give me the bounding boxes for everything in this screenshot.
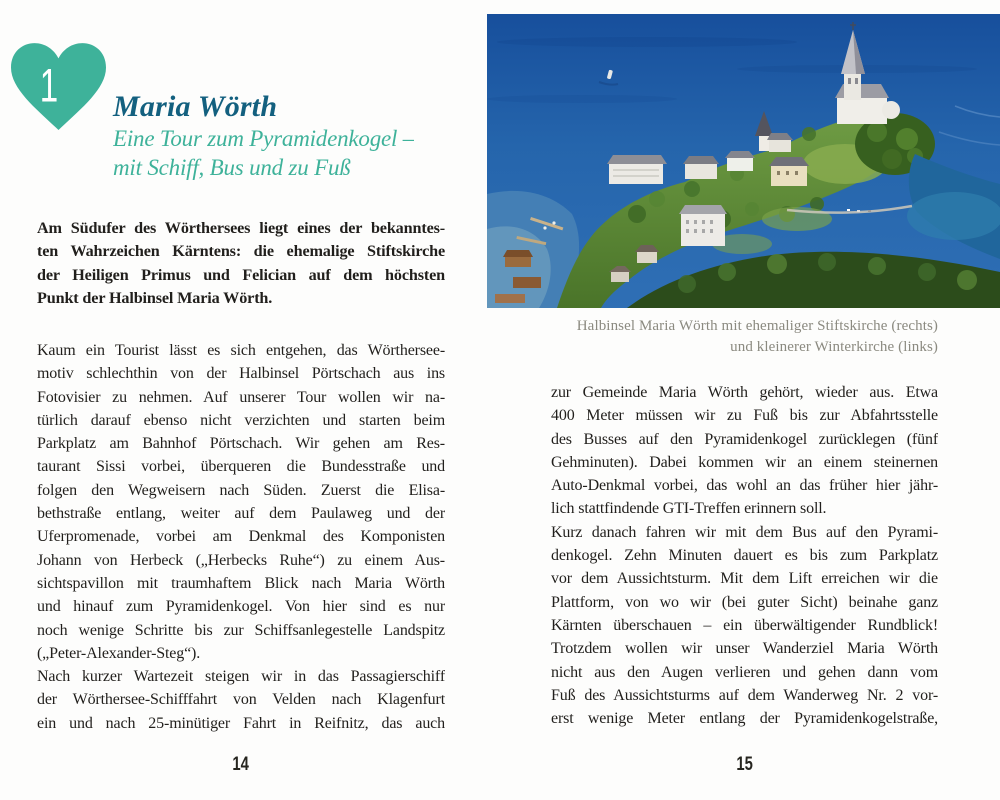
text-line: Kaum ein Tourist lässt es sich entgehen, das Wörthersee- (37, 342, 445, 359)
text-line: Am Südufer des Wörthersees liegt eines der bekanntes- (37, 219, 445, 237)
text-line: türlich darauf ebenso nicht verzichten und starten beim (37, 411, 445, 429)
text-line: folgen den Wegweisern nach Süden. Zuerst die Elisa- (37, 481, 445, 499)
page-number-text: 14 (232, 754, 250, 775)
text-line: Uferpromenade, vorbei am Denkmal des Komponisten (37, 528, 445, 546)
text-line: ein und nach 25-minütiger Fahrt in Reifnitz, das auch (37, 714, 445, 732)
text-line: Halbinsel Maria Wörth mit ehemaliger Stiftskirche (rechts) (576, 318, 938, 334)
text-line: Auto-Denkmal vorbei, das wohl an das früher hier jähr- (551, 477, 938, 495)
text-line: Eine Tour zum Pyramidenkogel – (113, 126, 415, 151)
text-line: Fuß des Aussichtsturms auf dem Wanderweg Nr. 2 vor- (551, 686, 938, 704)
text-line: nicht aus den Augen verlieren und gehen dann vom (551, 663, 938, 681)
text-line: zur Gemeinde Maria Wörth gehört, wieder aus. Etwa (551, 384, 938, 401)
text-line: denkogel. Zehn Minuten dauert es bis zum Parkplatz (551, 547, 938, 565)
text-line: der Heiligen Primus und Felician auf dem höchsten (37, 265, 445, 284)
photo-caption (551, 316, 938, 357)
chapter-subtitle (113, 124, 414, 182)
text-line: und kleinerer Winterkirche (links) (730, 338, 938, 355)
text-line: bethstraße entlang, weiter auf dem Paulaweg und der (37, 505, 445, 523)
text-line: Plattform, von wo wir (bei guter Sicht) beinahe ganz (551, 593, 938, 611)
text-line: Punkt der Halbinsel Maria Wörth. (37, 288, 273, 307)
text-line: Parkplatz am Bahnhof Pörtschach. Wir gehen am Res- (37, 435, 445, 453)
text-line: noch wenige Schritte bis zur Schiffsanlegestelle Landspitz (37, 621, 445, 639)
chapter-number: 1 (39, 58, 59, 112)
page-number-text: 15 (736, 754, 753, 775)
text-line: des Busses auf den Pyramidenkogel zurücklegen (fünf (551, 430, 938, 448)
text-line: vor dem Aussichtsturm. Mit dem Lift erreichen wir die (551, 570, 938, 588)
text-line: Nach kurzer Wartezeit steigen wir in das Passagierschiff (37, 668, 445, 686)
chapter-badge (7, 40, 110, 132)
text-line: erst wenige Meter entlang der Pyramidenkogelstraße, (551, 710, 938, 728)
text-line: und hinauf zum Pyramidenkogel. Von hier sind es nur (37, 598, 445, 616)
aerial-photo-illustration (487, 14, 1000, 308)
left-page-body (37, 339, 445, 735)
intro-paragraph (37, 217, 445, 310)
text-line: Gehminuten). Dabei kommen wir an einem steinernen (551, 453, 938, 471)
text-line: Kurz danach fahren wir mit dem Bus auf den Pyrami- (551, 523, 938, 541)
text-line: mit Schiff, Bus und zu Fuß (113, 155, 351, 180)
page-number-left (37, 754, 445, 776)
text-line: motiv schlechthin von der Halbinsel Pörtschach aus ins (37, 365, 445, 383)
text-line: Fotovisier zu nehmen. Auf unserer Tour wollen wir na- (37, 388, 445, 406)
text-line: der Wörthersee-Schifffahrt von Velden nach Klagenfurt (37, 691, 445, 709)
right-page-body (551, 381, 938, 730)
heart-icon (7, 40, 110, 132)
text-line: lich stattfindende GTI-Treffen erinnern soll. (551, 500, 827, 518)
text-line: Trotzdem wollen wir unser Wanderziel Maria Wörth (551, 640, 938, 658)
text-line: Johann von Herbeck („Herbecks Ruhe“) zu einem Aus- (37, 551, 445, 569)
text-line: ten Wahrzeichen Kärntens: die ehemalige Stiftskirche (37, 242, 445, 261)
photo-halbinsel-maria-woerth (487, 14, 1000, 308)
text-line: taurant Sissi vorbei, überqueren die Bundesstraße und (37, 458, 445, 476)
text-line: 400 Meter müssen wir zu Fuß bis zur Abfahrtsstelle (551, 407, 938, 425)
text-line: sichtspavillon mit traumhaftem Blick nach Maria Wörth (37, 574, 445, 592)
chapter-title: Maria Wörth (113, 90, 278, 123)
text-line: Kärnten überschauen – ein überwältigender Rundblick! (551, 616, 938, 634)
page-number-right (551, 754, 938, 776)
text-line: („Peter-Alexander-Steg“). (37, 644, 201, 662)
